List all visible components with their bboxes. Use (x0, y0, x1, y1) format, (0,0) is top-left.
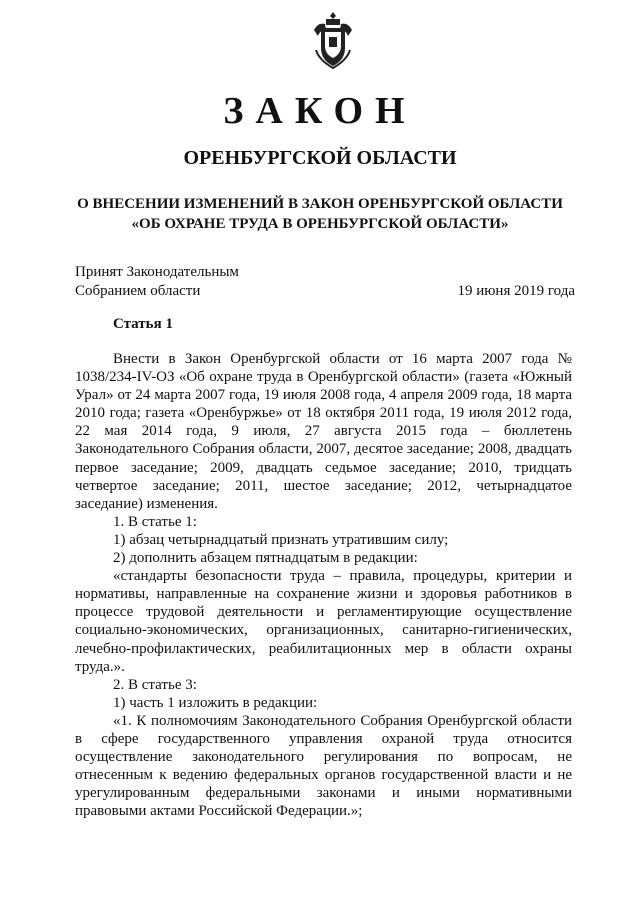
document-subtitle: ОРЕНБУРГСКОЙ ОБЛАСТИ (183, 147, 457, 169)
paragraph: 1) абзац четырнадцатый признать утратившим силу; (113, 531, 449, 548)
coat-of-arms-icon (310, 10, 356, 70)
adoption-block (75, 263, 575, 301)
paragraph: «стандарты безопасности труда – правила, процедуры, критерии и нормативы, направленные на сохранение жизни и здоровья работников в процессе трудовой деятельности и регламентирующие осуществление социально-экономических, организационных, санитарно-гигиенических, лечебно-профилактических, реабилитационных мер в области охраны труда.». (75, 568, 572, 675)
paragraph: «1. К полномочиям Законодательного Собрания Оренбургской области в сфере государственного управления охраной труда относится осуществление законодательного регулирования по вопросам, не отнесенным к ведению федеральных органов государственной власти и не урегулированным федеральными законами и иными нормативными правовыми актами Российской Федерации.»; (75, 712, 572, 820)
paragraph: 1. В статье 1: (113, 513, 197, 530)
paragraph: 1) часть 1 изложить в редакции: (113, 694, 318, 711)
adoption-line: Принят Законодательным (75, 264, 239, 280)
article-title: Статья 1 (113, 316, 173, 332)
adoption-date: 19 июня 2019 года (457, 283, 575, 299)
law-heading-line: «ОБ ОХРАНЕ ТРУДА В ОРЕНБУРГСКОЙ ОБЛАСТИ» (131, 216, 509, 232)
law-heading-line: О ВНЕСЕНИИ ИЗМЕНЕНИЙ В ЗАКОН ОРЕНБУРГСКОЙ ОБЛАСТИ (77, 196, 563, 212)
document-title: ЗАКОН (223, 90, 417, 132)
paragraph: 2. В статье 3: (113, 676, 197, 693)
article-body (75, 350, 572, 820)
law-heading (40, 194, 600, 234)
paragraph: Внести в Закон Оренбургской области от 16 марта 2007 года № 1038/234-IV-ОЗ «Об охране труда в Оренбургской области» (газета «Южный Урал» от 24 марта 2007 года, 19 июля 2008 года, 4 апреля 2009 года, 18 марта 2010 года; газета «Оренбуржье» от 18 октября 2011 года, 19 июля 2012 года, 22 мая 2014 года, 9 июля, 27 августа 2015 года – бюллетень Законодательного Собрания области, 2007, десятое заседание; 2008, двадцать первое заседание; 2009, двадцать седьмое заседание; 2010, тридцать четвертое заседание; 2011, шестое заседание; 2012, четырнадцатое заседание) изменения. (75, 351, 572, 512)
adoption-line: Собранием области (75, 283, 201, 299)
paragraph: 2) дополнить абзацем пятнадцатым в редакции: (113, 550, 418, 567)
